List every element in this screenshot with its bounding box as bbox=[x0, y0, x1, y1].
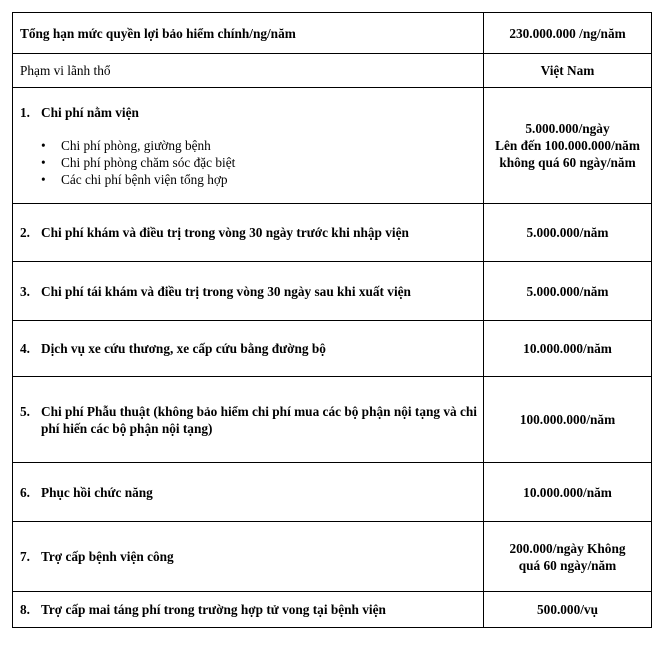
benefit-value-8: 500.000/vụ bbox=[484, 592, 652, 628]
territory-label bbox=[13, 54, 484, 88]
item-number: 7. bbox=[20, 549, 30, 564]
value-line: Lên đến 100.000.000/năm bbox=[495, 138, 640, 153]
sub-item-list bbox=[20, 137, 477, 188]
benefit-item-4 bbox=[13, 321, 484, 377]
benefit-item-8 bbox=[13, 592, 484, 628]
table-row bbox=[13, 321, 652, 377]
sub-item-label: Các chi phí bệnh viện tổng hợp bbox=[61, 172, 228, 187]
territory-value: Việt Nam bbox=[484, 54, 652, 88]
item-number: 3. bbox=[20, 283, 30, 299]
benefit-value-3: 5.000.000/năm bbox=[484, 262, 652, 321]
item-number: 4. bbox=[20, 341, 30, 356]
benefit-value-4: 10.000.000/năm bbox=[484, 321, 652, 377]
table-row-total-limit bbox=[13, 13, 652, 54]
benefit-item-2 bbox=[13, 204, 484, 262]
item-title: Chi phí khám và điều trị trong vòng 30 ngày trước khi nhập viện bbox=[41, 225, 409, 240]
table-row bbox=[13, 262, 652, 321]
item-title: Phục hồi chức năng bbox=[41, 484, 153, 500]
benefit-item-7 bbox=[13, 522, 484, 592]
benefit-item-3 bbox=[13, 262, 484, 321]
benefit-value-7: 200.000/ngày Không quá 60 ngày/năm bbox=[484, 522, 652, 592]
item-number: 1. bbox=[20, 105, 30, 120]
total-limit-value: 230.000.000 /ng/năm bbox=[484, 13, 652, 54]
item-title: Trợ cấp bệnh viện công bbox=[41, 549, 174, 564]
bullet-icon: • bbox=[41, 138, 46, 153]
benefit-value-6: 10.000.000/năm bbox=[484, 463, 652, 522]
item-title: Chi phí nằm viện bbox=[41, 105, 139, 120]
table-row-territory bbox=[13, 54, 652, 88]
list-item bbox=[41, 137, 477, 154]
sub-item-label: Chi phí phòng chăm sóc đặc biệt bbox=[61, 155, 236, 170]
table-row bbox=[13, 522, 652, 592]
item-number: 6. bbox=[20, 484, 30, 500]
territory-label-text: Phạm vi lãnh thổ bbox=[20, 63, 111, 78]
list-item bbox=[41, 171, 477, 188]
bullet-icon: • bbox=[41, 155, 46, 170]
benefit-value-2: 5.000.000/năm bbox=[484, 204, 652, 262]
item-title: Chi phí tái khám và điều trị trong vòng 30 ngày sau khi xuất viện bbox=[41, 283, 411, 299]
table-row bbox=[13, 377, 652, 463]
value-line: 5.000.000/ngày bbox=[525, 121, 610, 136]
benefit-value-5: 100.000.000/năm bbox=[484, 377, 652, 463]
benefit-item-5 bbox=[13, 377, 484, 463]
item-number: 2. bbox=[20, 225, 30, 240]
benefit-value-1 bbox=[484, 88, 652, 204]
table-row bbox=[13, 463, 652, 522]
item-number: 8. bbox=[20, 602, 30, 617]
item-title: Trợ cấp mai táng phí trong trường hợp tử vong tại bệnh viện bbox=[41, 602, 386, 617]
sub-item-label: Chi phí phòng, giường bệnh bbox=[61, 138, 211, 153]
item-number: 5. bbox=[20, 403, 30, 419]
bullet-icon: • bbox=[41, 172, 46, 187]
total-limit-label: Tổng hạn mức quyền lợi bảo hiểm chính/ng/năm bbox=[13, 13, 484, 54]
table-row bbox=[13, 88, 652, 204]
table-row bbox=[13, 592, 652, 628]
table-row bbox=[13, 204, 652, 262]
benefits-table bbox=[12, 12, 652, 628]
benefit-item-1 bbox=[13, 88, 484, 204]
item-title: Chi phí Phẫu thuật (không bảo hiểm chi phí mua các bộ phận nội tạng và chi phí hiến các bộ phận nội tạng) bbox=[41, 403, 477, 436]
value-line: không quá 60 ngày/năm bbox=[499, 155, 636, 170]
item-title: Dịch vụ xe cứu thương, xe cấp cứu bằng đường bộ bbox=[41, 341, 326, 356]
list-item bbox=[41, 154, 477, 171]
benefit-item-6 bbox=[13, 463, 484, 522]
